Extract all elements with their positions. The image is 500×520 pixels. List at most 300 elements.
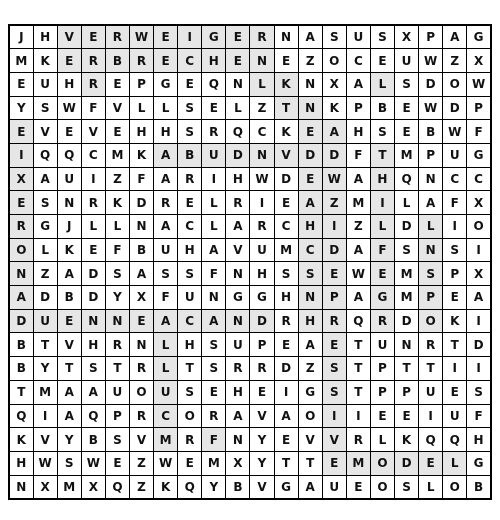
letter-cell[interactable]: R [419, 333, 443, 357]
letter-cell[interactable]: W [419, 49, 443, 73]
letter-cell[interactable]: Y [105, 286, 129, 310]
letter-cell[interactable]: S [443, 238, 467, 262]
letter-cell[interactable]: B [370, 96, 394, 120]
letter-cell[interactable]: V [250, 404, 274, 428]
letter-cell[interactable]: J [57, 215, 81, 239]
letter-cell[interactable]: A [57, 380, 81, 404]
letter-cell[interactable]: C [178, 49, 202, 73]
letter-cell[interactable]: B [226, 475, 250, 499]
letter-cell[interactable]: V [57, 333, 81, 357]
letter-cell[interactable]: R [274, 309, 298, 333]
letter-cell[interactable]: K [274, 120, 298, 144]
letter-cell[interactable]: T [370, 143, 394, 167]
letter-cell[interactable]: S [178, 96, 202, 120]
letter-cell[interactable]: S [202, 333, 226, 357]
letter-cell[interactable]: S [322, 380, 346, 404]
letter-cell[interactable]: Q [33, 143, 57, 167]
letter-cell[interactable]: K [129, 143, 153, 167]
letter-cell[interactable]: F [467, 404, 491, 428]
letter-cell[interactable]: D [226, 143, 250, 167]
letter-cell[interactable]: C [443, 167, 467, 191]
letter-cell[interactable]: S [105, 262, 129, 286]
letter-cell[interactable]: I [419, 404, 443, 428]
letter-cell[interactable]: G [467, 25, 491, 49]
letter-cell[interactable]: W [346, 262, 370, 286]
letter-cell[interactable]: E [443, 380, 467, 404]
letter-cell[interactable]: G [154, 72, 178, 96]
letter-cell[interactable]: C [178, 309, 202, 333]
letter-cell[interactable]: S [178, 120, 202, 144]
letter-cell[interactable]: G [370, 286, 394, 310]
letter-cell[interactable]: H [250, 262, 274, 286]
letter-cell[interactable]: A [346, 167, 370, 191]
letter-cell[interactable]: M [154, 428, 178, 452]
letter-cell[interactable]: S [395, 72, 419, 96]
letter-cell[interactable]: A [57, 262, 81, 286]
letter-cell[interactable]: F [467, 120, 491, 144]
letter-cell[interactable]: U [395, 49, 419, 73]
letter-cell[interactable]: H [226, 167, 250, 191]
letter-cell[interactable]: O [443, 72, 467, 96]
letter-cell[interactable]: G [202, 25, 226, 49]
letter-cell[interactable]: B [105, 49, 129, 73]
letter-cell[interactable]: I [250, 191, 274, 215]
letter-cell[interactable]: H [9, 451, 33, 475]
letter-cell[interactable]: U [370, 333, 394, 357]
letter-cell[interactable]: N [250, 143, 274, 167]
letter-cell[interactable]: C [81, 143, 105, 167]
letter-cell[interactable]: U [202, 143, 226, 167]
letter-cell[interactable]: A [154, 309, 178, 333]
letter-cell[interactable]: Y [202, 475, 226, 499]
letter-cell[interactable]: Y [33, 357, 57, 381]
letter-cell[interactable]: U [33, 309, 57, 333]
letter-cell[interactable]: W [154, 451, 178, 475]
letter-cell[interactable]: K [154, 475, 178, 499]
letter-cell[interactable]: Y [250, 451, 274, 475]
letter-cell[interactable]: P [129, 72, 153, 96]
letter-cell[interactable]: E [129, 309, 153, 333]
letter-cell[interactable]: R [9, 215, 33, 239]
letter-cell[interactable]: H [81, 333, 105, 357]
letter-cell[interactable]: T [443, 333, 467, 357]
letter-cell[interactable]: X [467, 191, 491, 215]
letter-cell[interactable]: T [9, 380, 33, 404]
letter-cell[interactable]: H [33, 25, 57, 49]
letter-cell[interactable]: D [250, 309, 274, 333]
letter-cell[interactable]: T [419, 357, 443, 381]
letter-cell[interactable]: L [419, 475, 443, 499]
letter-cell[interactable]: A [298, 25, 322, 49]
letter-cell[interactable]: H [178, 238, 202, 262]
letter-cell[interactable]: R [129, 404, 153, 428]
letter-cell[interactable]: Q [57, 143, 81, 167]
letter-cell[interactable]: E [395, 96, 419, 120]
letter-cell[interactable]: E [298, 167, 322, 191]
letter-cell[interactable]: N [419, 238, 443, 262]
letter-cell[interactable]: R [178, 428, 202, 452]
letter-cell[interactable]: A [129, 262, 153, 286]
letter-cell[interactable]: S [81, 357, 105, 381]
letter-cell[interactable]: G [250, 286, 274, 310]
letter-cell[interactable]: V [298, 428, 322, 452]
letter-cell[interactable]: T [395, 357, 419, 381]
letter-cell[interactable]: E [370, 49, 394, 73]
letter-cell[interactable]: I [274, 380, 298, 404]
letter-cell[interactable]: U [154, 380, 178, 404]
letter-cell[interactable]: H [202, 49, 226, 73]
letter-cell[interactable]: U [226, 333, 250, 357]
letter-cell[interactable]: U [250, 238, 274, 262]
letter-cell[interactable]: T [346, 380, 370, 404]
letter-cell[interactable]: U [419, 380, 443, 404]
letter-cell[interactable]: N [298, 96, 322, 120]
letter-cell[interactable]: S [370, 25, 394, 49]
letter-cell[interactable]: C [467, 167, 491, 191]
letter-cell[interactable]: T [33, 333, 57, 357]
letter-cell[interactable]: C [346, 49, 370, 73]
letter-cell[interactable]: E [178, 72, 202, 96]
letter-cell[interactable]: V [322, 428, 346, 452]
letter-cell[interactable]: F [443, 191, 467, 215]
letter-cell[interactable]: C [154, 404, 178, 428]
letter-cell[interactable]: E [178, 191, 202, 215]
letter-cell[interactable]: T [298, 451, 322, 475]
letter-cell[interactable]: I [81, 167, 105, 191]
letter-cell[interactable]: M [105, 143, 129, 167]
letter-cell[interactable]: S [33, 191, 57, 215]
letter-cell[interactable]: B [467, 475, 491, 499]
letter-cell[interactable]: K [395, 428, 419, 452]
letter-cell[interactable]: R [105, 25, 129, 49]
letter-cell[interactable]: B [9, 357, 33, 381]
letter-cell[interactable]: Z [129, 475, 153, 499]
letter-cell[interactable]: A [298, 333, 322, 357]
letter-cell[interactable]: S [33, 96, 57, 120]
letter-cell[interactable]: H [274, 286, 298, 310]
letter-cell[interactable]: S [370, 120, 394, 144]
letter-cell[interactable]: E [9, 191, 33, 215]
letter-cell[interactable]: W [81, 451, 105, 475]
letter-cell[interactable]: V [274, 143, 298, 167]
letter-cell[interactable]: B [419, 120, 443, 144]
letter-cell[interactable]: P [250, 333, 274, 357]
letter-cell[interactable]: D [9, 309, 33, 333]
letter-cell[interactable]: R [129, 357, 153, 381]
letter-cell[interactable]: V [226, 238, 250, 262]
letter-cell[interactable]: Q [226, 120, 250, 144]
letter-cell[interactable]: Z [105, 167, 129, 191]
letter-cell[interactable]: X [467, 262, 491, 286]
letter-cell[interactable]: P [370, 357, 394, 381]
letter-cell[interactable]: R [250, 25, 274, 49]
letter-cell[interactable]: O [419, 309, 443, 333]
letter-cell[interactable]: L [154, 96, 178, 120]
letter-cell[interactable]: H [57, 72, 81, 96]
letter-cell[interactable]: E [154, 49, 178, 73]
letter-cell[interactable]: R [226, 191, 250, 215]
letter-cell[interactable]: R [202, 404, 226, 428]
letter-cell[interactable]: E [346, 475, 370, 499]
letter-cell[interactable]: Q [395, 167, 419, 191]
letter-cell[interactable]: E [443, 286, 467, 310]
letter-cell[interactable]: A [274, 404, 298, 428]
letter-cell[interactable]: G [298, 380, 322, 404]
letter-cell[interactable]: E [226, 49, 250, 73]
letter-cell[interactable]: R [129, 49, 153, 73]
letter-cell[interactable]: X [129, 286, 153, 310]
letter-cell[interactable]: D [81, 286, 105, 310]
letter-cell[interactable]: A [298, 191, 322, 215]
letter-cell[interactable]: N [226, 262, 250, 286]
letter-cell[interactable]: B [9, 333, 33, 357]
letter-cell[interactable]: E [202, 380, 226, 404]
letter-cell[interactable]: W [419, 96, 443, 120]
letter-cell[interactable]: R [370, 309, 394, 333]
letter-cell[interactable]: I [9, 143, 33, 167]
letter-cell[interactable]: H [226, 380, 250, 404]
letter-cell[interactable]: I [33, 404, 57, 428]
letter-cell[interactable]: W [250, 167, 274, 191]
letter-cell[interactable]: U [33, 72, 57, 96]
letter-cell[interactable]: H [298, 215, 322, 239]
letter-cell[interactable]: M [33, 380, 57, 404]
letter-cell[interactable]: P [467, 96, 491, 120]
letter-cell[interactable]: E [105, 120, 129, 144]
letter-cell[interactable]: F [202, 262, 226, 286]
letter-cell[interactable]: N [395, 333, 419, 357]
letter-cell[interactable]: Q [202, 72, 226, 96]
letter-cell[interactable]: F [105, 238, 129, 262]
letter-cell[interactable]: D [419, 72, 443, 96]
letter-cell[interactable]: E [202, 96, 226, 120]
letter-cell[interactable]: S [178, 262, 202, 286]
letter-cell[interactable]: R [178, 167, 202, 191]
letter-cell[interactable]: D [467, 333, 491, 357]
letter-cell[interactable]: V [57, 25, 81, 49]
letter-cell[interactable]: J [9, 25, 33, 49]
letter-cell[interactable]: E [154, 25, 178, 49]
letter-cell[interactable]: L [202, 215, 226, 239]
letter-cell[interactable]: T [346, 333, 370, 357]
letter-cell[interactable]: D [33, 286, 57, 310]
letter-cell[interactable]: R [105, 333, 129, 357]
letter-cell[interactable]: E [322, 451, 346, 475]
letter-cell[interactable]: Q [443, 428, 467, 452]
letter-cell[interactable]: B [57, 286, 81, 310]
letter-cell[interactable]: D [274, 167, 298, 191]
letter-cell[interactable]: G [274, 475, 298, 499]
letter-cell[interactable]: C [298, 238, 322, 262]
letter-cell[interactable]: A [419, 191, 443, 215]
letter-cell[interactable]: S [105, 428, 129, 452]
letter-cell[interactable]: N [298, 286, 322, 310]
letter-cell[interactable]: S [154, 262, 178, 286]
letter-cell[interactable]: N [250, 49, 274, 73]
letter-cell[interactable]: M [57, 475, 81, 499]
letter-cell[interactable]: D [395, 309, 419, 333]
letter-cell[interactable]: R [322, 309, 346, 333]
letter-cell[interactable]: X [33, 475, 57, 499]
letter-cell[interactable]: W [57, 96, 81, 120]
letter-cell[interactable]: K [57, 238, 81, 262]
letter-cell[interactable]: U [346, 25, 370, 49]
letter-cell[interactable]: F [202, 428, 226, 452]
letter-cell[interactable]: V [105, 96, 129, 120]
letter-cell[interactable]: S [467, 380, 491, 404]
letter-cell[interactable]: T [57, 357, 81, 381]
letter-cell[interactable]: E [395, 120, 419, 144]
letter-cell[interactable]: Q [81, 404, 105, 428]
letter-cell[interactable]: E [322, 262, 346, 286]
letter-cell[interactable]: Q [419, 428, 443, 452]
letter-cell[interactable]: K [105, 191, 129, 215]
letter-cell[interactable]: L [370, 215, 394, 239]
letter-cell[interactable]: E [57, 49, 81, 73]
letter-cell[interactable]: S [178, 380, 202, 404]
letter-cell[interactable]: K [9, 428, 33, 452]
letter-cell[interactable]: X [9, 167, 33, 191]
letter-cell[interactable]: E [226, 25, 250, 49]
letter-cell[interactable]: B [81, 428, 105, 452]
letter-cell[interactable]: M [395, 286, 419, 310]
letter-cell[interactable]: S [202, 357, 226, 381]
letter-cell[interactable]: A [154, 167, 178, 191]
letter-cell[interactable]: U [322, 475, 346, 499]
letter-cell[interactable]: D [322, 238, 346, 262]
letter-cell[interactable]: V [81, 120, 105, 144]
letter-cell[interactable]: Z [33, 262, 57, 286]
letter-cell[interactable]: U [178, 286, 202, 310]
letter-cell[interactable]: N [9, 262, 33, 286]
letter-cell[interactable]: R [81, 49, 105, 73]
letter-cell[interactable]: W [467, 72, 491, 96]
letter-cell[interactable]: U [154, 238, 178, 262]
letter-cell[interactable]: E [178, 451, 202, 475]
letter-cell[interactable]: W [443, 120, 467, 144]
letter-cell[interactable]: A [81, 380, 105, 404]
letter-cell[interactable]: P [419, 286, 443, 310]
letter-cell[interactable]: M [346, 451, 370, 475]
letter-cell[interactable]: I [467, 309, 491, 333]
letter-cell[interactable]: T [274, 96, 298, 120]
letter-cell[interactable]: N [226, 309, 250, 333]
letter-cell[interactable]: X [226, 451, 250, 475]
letter-cell[interactable]: L [154, 333, 178, 357]
letter-cell[interactable]: N [57, 191, 81, 215]
letter-cell[interactable]: P [370, 380, 394, 404]
letter-cell[interactable]: L [443, 451, 467, 475]
letter-cell[interactable]: L [370, 428, 394, 452]
letter-cell[interactable]: R [250, 357, 274, 381]
letter-cell[interactable]: W [33, 451, 57, 475]
letter-cell[interactable]: O [298, 404, 322, 428]
letter-cell[interactable]: H [370, 167, 394, 191]
letter-cell[interactable]: A [298, 475, 322, 499]
letter-cell[interactable]: L [395, 191, 419, 215]
letter-cell[interactable]: N [9, 475, 33, 499]
letter-cell[interactable]: I [443, 215, 467, 239]
letter-cell[interactable]: G [33, 215, 57, 239]
letter-cell[interactable]: D [395, 451, 419, 475]
letter-cell[interactable]: I [322, 215, 346, 239]
letter-cell[interactable]: P [419, 25, 443, 49]
letter-cell[interactable]: O [129, 380, 153, 404]
letter-cell[interactable]: N [419, 167, 443, 191]
letter-cell[interactable]: L [33, 238, 57, 262]
letter-cell[interactable]: C [250, 120, 274, 144]
letter-cell[interactable]: S [57, 451, 81, 475]
letter-cell[interactable]: A [443, 25, 467, 49]
letter-cell[interactable]: L [226, 96, 250, 120]
letter-cell[interactable]: G [467, 451, 491, 475]
letter-cell[interactable]: A [33, 167, 57, 191]
letter-cell[interactable]: Z [298, 357, 322, 381]
letter-cell[interactable]: E [298, 120, 322, 144]
letter-cell[interactable]: E [57, 309, 81, 333]
letter-cell[interactable]: S [395, 238, 419, 262]
letter-cell[interactable]: A [346, 286, 370, 310]
letter-cell[interactable]: H [346, 120, 370, 144]
letter-cell[interactable]: L [370, 72, 394, 96]
letter-cell[interactable]: U [57, 167, 81, 191]
letter-cell[interactable]: V [129, 428, 153, 452]
letter-cell[interactable]: C [274, 215, 298, 239]
letter-cell[interactable]: X [395, 25, 419, 49]
letter-cell[interactable]: S [395, 475, 419, 499]
letter-cell[interactable]: O [443, 475, 467, 499]
letter-cell[interactable]: S [419, 262, 443, 286]
letter-cell[interactable]: Z [322, 191, 346, 215]
letter-cell[interactable]: M [395, 143, 419, 167]
letter-cell[interactable]: N [298, 72, 322, 96]
letter-cell[interactable]: H [154, 120, 178, 144]
letter-cell[interactable]: E [81, 238, 105, 262]
letter-cell[interactable]: M [202, 451, 226, 475]
letter-cell[interactable]: C [178, 215, 202, 239]
letter-cell[interactable]: E [9, 120, 33, 144]
letter-cell[interactable]: H [178, 333, 202, 357]
letter-cell[interactable]: D [395, 215, 419, 239]
letter-cell[interactable]: I [370, 191, 394, 215]
letter-cell[interactable]: E [419, 451, 443, 475]
letter-cell[interactable]: Z [443, 49, 467, 73]
letter-cell[interactable]: L [202, 191, 226, 215]
letter-cell[interactable]: V [33, 120, 57, 144]
letter-cell[interactable]: P [395, 380, 419, 404]
letter-cell[interactable]: H [298, 309, 322, 333]
letter-cell[interactable]: A [202, 238, 226, 262]
letter-cell[interactable]: O [467, 215, 491, 239]
letter-cell[interactable]: I [178, 25, 202, 49]
letter-cell[interactable]: K [322, 96, 346, 120]
letter-cell[interactable]: Q [9, 404, 33, 428]
letter-cell[interactable]: A [322, 120, 346, 144]
letter-cell[interactable]: D [274, 357, 298, 381]
letter-cell[interactable]: I [467, 357, 491, 381]
letter-cell[interactable]: O [9, 238, 33, 262]
letter-cell[interactable]: F [129, 167, 153, 191]
letter-cell[interactable]: Q [105, 475, 129, 499]
letter-cell[interactable]: E [322, 333, 346, 357]
letter-cell[interactable]: Z [298, 49, 322, 73]
letter-cell[interactable]: E [274, 333, 298, 357]
letter-cell[interactable]: E [250, 380, 274, 404]
letter-cell[interactable]: R [154, 191, 178, 215]
letter-cell[interactable]: M [395, 262, 419, 286]
letter-cell[interactable]: I [322, 404, 346, 428]
letter-cell[interactable]: S [322, 357, 346, 381]
